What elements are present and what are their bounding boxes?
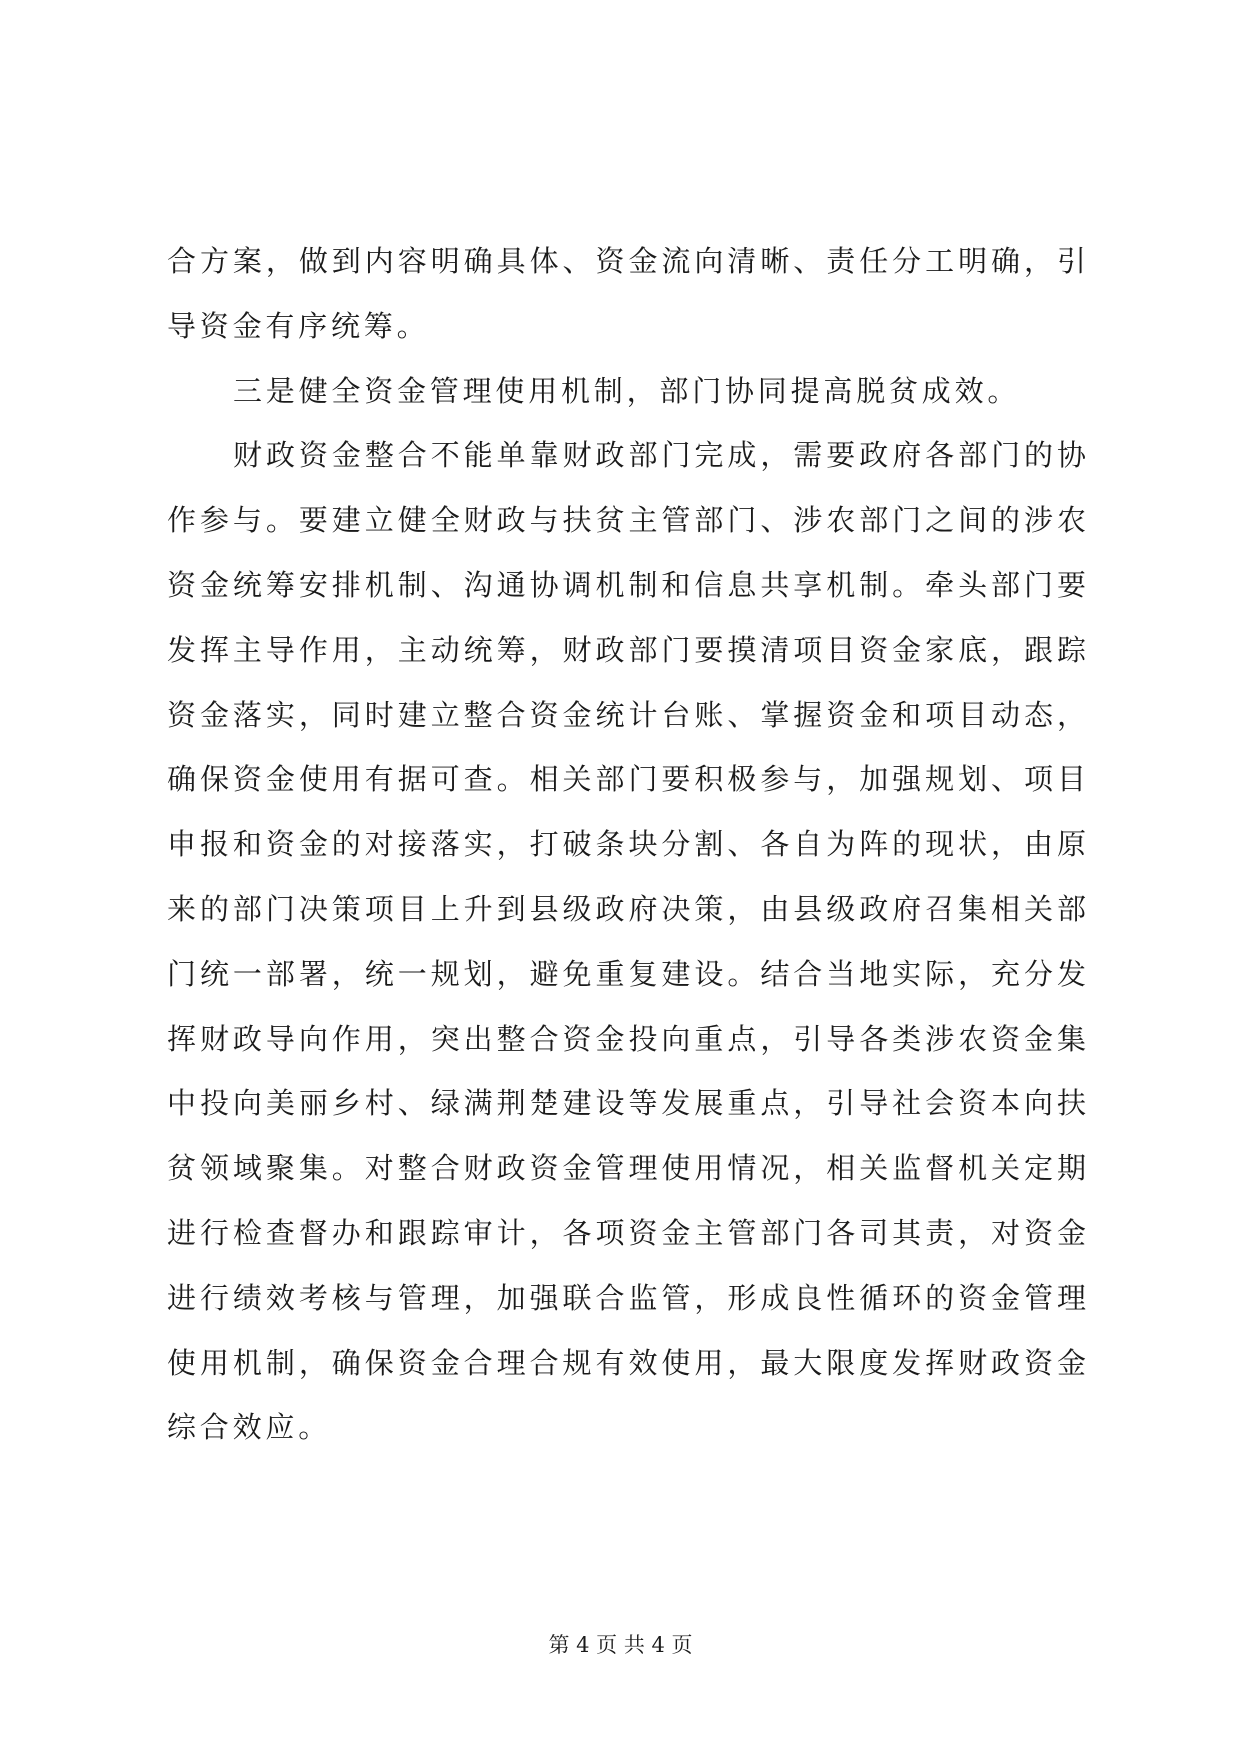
page-number-footer: 第 4 页 共 4 页 <box>548 1633 693 1657</box>
paragraph-line: 合方案，做到内容明确具体、资金流向清晰、责任分工明确，引 <box>167 244 1086 278</box>
paragraph-line: 挥财政导向作用，突出整合资金投向重点，引导各类涉农资金集 <box>167 1021 1086 1056</box>
paragraph-line: 确保资金使用有据可查。相关部门要积极参与，加强规划、项目 <box>167 762 1086 797</box>
paragraph-line: 发挥主导作用，主动统筹，财政部门要摸清项目资金家底，跟踪 <box>167 632 1086 667</box>
paragraph-line: 资金落实，同时建立整合资金统计台账、掌握资金和项目动态， <box>167 697 1086 732</box>
paragraph-line: 作参与。要建立健全财政与扶贫主管部门、涉农部门之间的涉农 <box>167 503 1086 538</box>
paragraph-line: 资金统筹安排机制、沟通协调机制和信息共享机制。牵头部门要 <box>167 567 1086 602</box>
paragraph-line: 申报和资金的对接落实，打破条块分割、各自为阵的现状，由原 <box>167 827 1086 862</box>
paragraph-line: 进行检查督办和跟踪审计，各项资金主管部门各司其责，对资金 <box>167 1215 1086 1250</box>
paragraph-line: 使用机制，确保资金合理合规有效使用，最大限度发挥财政资金 <box>167 1345 1086 1380</box>
section-heading: 三是健全资金管理使用机制，部门协同提高脱贫成效。 <box>233 373 1021 408</box>
paragraph-line: 中投向美丽乡村、绿满荆楚建设等发展重点，引导社会资本向扶 <box>167 1086 1086 1121</box>
section-heading-paragraph <box>167 359 1086 424</box>
paragraph-continuation <box>167 229 1086 359</box>
paragraph-line: 门统一部署，统一规划，避免重复建设。结合当地实际，充分发 <box>167 956 1086 991</box>
paragraph-main <box>167 423 1086 1460</box>
paragraph-line: 综合效应。 <box>167 1410 332 1445</box>
paragraph-line: 进行绩效考核与管理，加强联合监管，形成良性循环的资金管理 <box>167 1280 1086 1315</box>
paragraph-line: 导资金有序统筹。 <box>167 308 430 343</box>
document-body <box>167 229 1086 1460</box>
paragraph-line: 来的部门决策项目上升到县级政府决策，由县级政府召集相关部 <box>167 891 1086 926</box>
paragraph-line: 财政资金整合不能单靠财政部门完成，需要政府各部门的协 <box>233 438 1086 473</box>
paragraph-line: 贫领域聚集。对整合财政资金管理使用情况，相关监督机关定期 <box>167 1151 1086 1186</box>
